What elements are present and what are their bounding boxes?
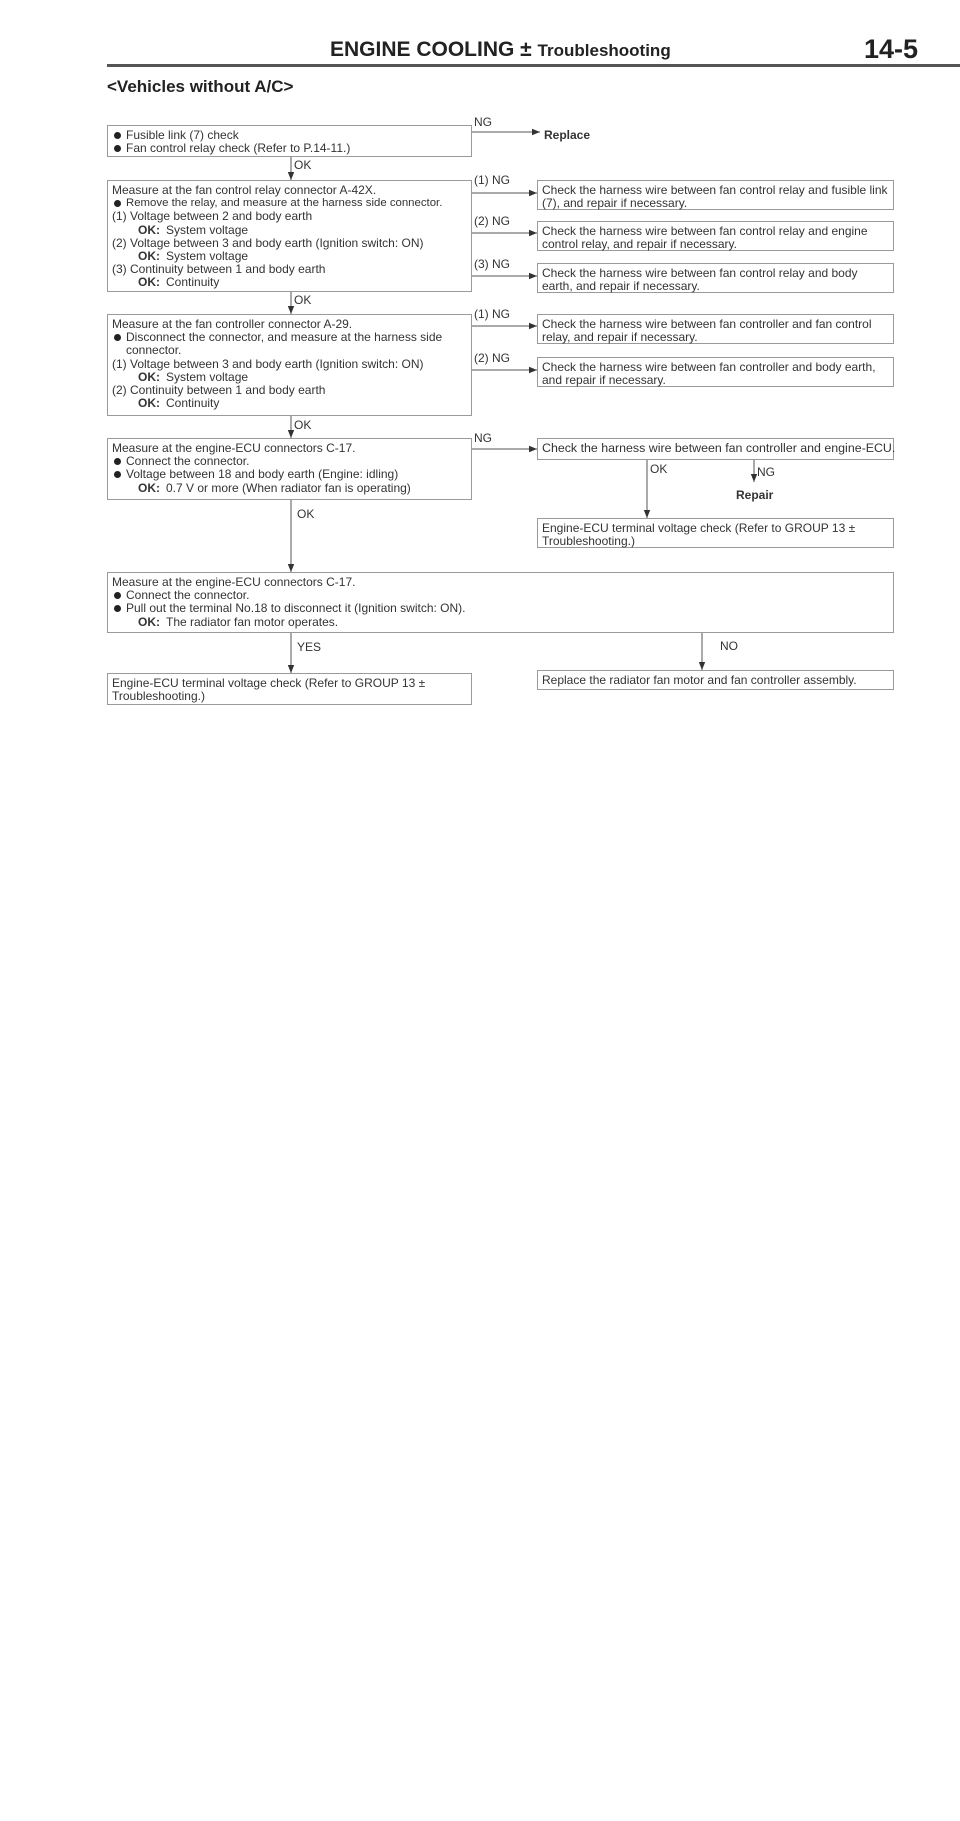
title-main: ENGINE COOLING ± [330, 38, 538, 61]
step4-result-ok-box: Engine-ECU terminal voltage check (Refer to GROUP 13 ± Troubleshooting.) [537, 518, 894, 548]
step2-box [107, 180, 472, 292]
ok-key: OK: [138, 275, 160, 290]
ok-value: System voltage [166, 249, 249, 264]
ok-key: OK: [138, 222, 160, 237]
step4-ok-line [112, 482, 467, 495]
step5-ok-line [112, 616, 889, 629]
step2-ok-label: OK [294, 293, 312, 307]
page-number: 14-5 [864, 34, 919, 64]
ok-value: Continuity [166, 275, 220, 290]
step2-bullet: Remove the relay, and measure at the harness side connector. [112, 197, 467, 210]
step4-result-ng-label: NG [757, 465, 775, 479]
step5-bullet: Pull out the terminal No.18 to disconnect it (Ignition switch: ON). [112, 602, 889, 615]
ok-key: OK: [138, 396, 160, 411]
step3-condition: (2) Continuity between 1 and body earth [112, 383, 326, 398]
step1-ok-label: OK [294, 158, 312, 172]
step3-ok-line [112, 397, 467, 410]
step4-bullet: Voltage between 18 and body earth (Engine: idling) [112, 468, 467, 481]
step3-title: Measure at the fan controller connector A-29. [112, 317, 353, 331]
step3-condition: (1) Voltage between 3 and body earth (Ignition switch: ON) [112, 356, 424, 371]
step5-no-label: NO [720, 639, 738, 653]
ok-value: System voltage [166, 369, 249, 384]
step3-box [107, 314, 472, 416]
step2-ok-line [112, 224, 467, 237]
step3-ng2-label: (2) NG [474, 351, 510, 365]
title-sub: Troubleshooting [537, 41, 671, 60]
step4-result-ok-label: OK [650, 462, 668, 476]
step5-yes-box: Engine-ECU terminal voltage check (Refer to GROUP 13 ± Troubleshooting.) [107, 673, 472, 705]
step4-ng-label: NG [474, 431, 492, 445]
ok-key: OK: [138, 614, 160, 629]
step1-ng-label: NG [474, 115, 492, 129]
step2-ng1-label: (1) NG [474, 173, 510, 187]
step2-title: Measure at the fan control relay connector A-42X. [112, 183, 377, 197]
step4-title: Measure at the engine-ECU connectors C-17. [112, 441, 356, 455]
step1-box [107, 125, 472, 157]
step2-condition: (3) Continuity between 1 and body earth [112, 262, 326, 277]
ok-value: Continuity [166, 396, 220, 411]
section-title: <Vehicles without A/C> [107, 77, 294, 96]
ok-value: The radiator fan motor operates. [166, 614, 339, 629]
step5-box [107, 572, 894, 633]
step2-result1-box: Check the harness wire between fan control relay and fusible link (7), and repair if necessary. [537, 180, 894, 210]
replace-label: Replace [544, 128, 591, 142]
step5-title: Measure at the engine-ECU connectors C-17. [112, 575, 356, 589]
repair-label: Repair [736, 488, 774, 502]
step5-no-box: Replace the radiator fan motor and fan controller assembly. [537, 670, 894, 690]
ok-key: OK: [138, 369, 160, 384]
step2-result3-box: Check the harness wire between fan control relay and body earth, and repair if necessary. [537, 263, 894, 293]
step3-result2-box: Check the harness wire between fan controller and body earth, and repair if necessary. [537, 357, 894, 387]
step5-yes-label: YES [297, 640, 322, 654]
step3-ng1-label: (1) NG [474, 307, 510, 321]
ok-key: OK: [138, 480, 160, 495]
step3-result1-box: Check the harness wire between fan controller and fan control relay, and repair if necessary. [537, 314, 894, 344]
step4-result-box: Check the harness wire between fan controller and engine-ECU. [537, 438, 894, 460]
step4-box [107, 438, 472, 500]
step2-condition: (2) Voltage between 3 and body earth (Ignition switch: ON) [112, 235, 424, 250]
step3-ok-label: OK [294, 418, 312, 432]
step2-condition: (1) Voltage between 2 and body earth [112, 209, 313, 224]
step2-ok-line [112, 276, 467, 289]
step2-result2-box: Check the harness wire between fan control relay and engine control relay, and repair if necessary. [537, 221, 894, 251]
step4-bullet: Connect the connector. [112, 455, 467, 468]
step3-bullet: Disconnect the connector, and measure at the harness side connector. [112, 331, 467, 357]
step1-item: Fusible link (7) check [112, 129, 467, 142]
step2-ng3-label: (3) NG [474, 257, 510, 271]
ok-key: OK: [138, 249, 160, 264]
ok-value: 0.7 V or more (When radiator fan is operating) [166, 480, 411, 495]
step2-ng2-label: (2) NG [474, 214, 510, 228]
step4-ok-label: OK [297, 507, 315, 521]
step5-bullet: Connect the connector. [112, 589, 889, 602]
step1-item: Fan control relay check (Refer to P.14-11.) [112, 142, 467, 155]
ok-value: System voltage [166, 222, 249, 237]
